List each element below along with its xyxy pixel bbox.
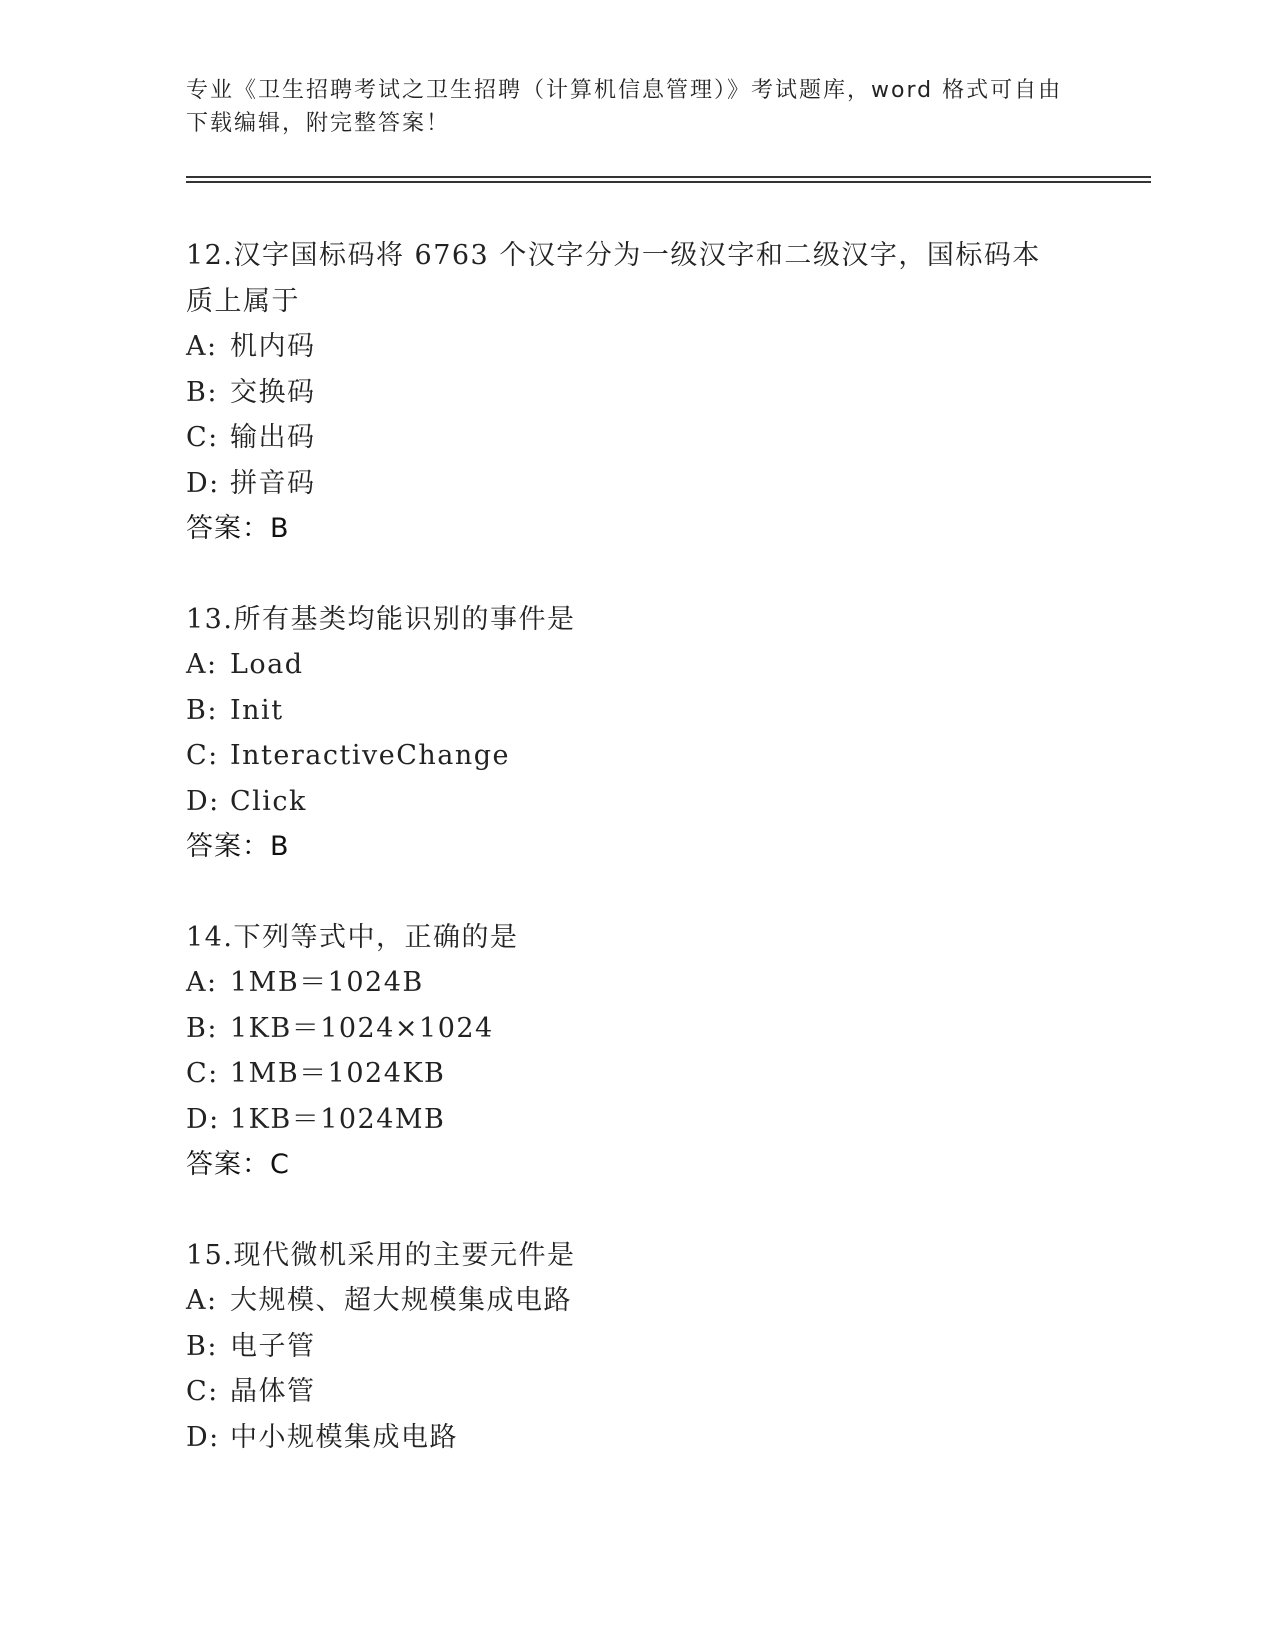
- option-c: [186, 733, 1086, 779]
- option-text: 电子管: [230, 1330, 316, 1362]
- option-letter: D:: [186, 785, 220, 817]
- option-c: [186, 415, 1086, 461]
- option-text: 输出码: [230, 422, 316, 453]
- option-text: 交换码: [230, 376, 316, 408]
- option-text: 拼音码: [230, 467, 316, 499]
- question-13: [186, 597, 1086, 870]
- option-text: 大规模、超大规模集成电路: [230, 1285, 572, 1316]
- option-letter: C:: [186, 1058, 219, 1089]
- option-b: [186, 1324, 1086, 1370]
- option-a: [186, 642, 1086, 688]
- question-stem: 15.现代微机采用的主要元件是: [186, 1239, 576, 1271]
- option-text: 中小规模集成电路: [230, 1421, 458, 1453]
- option-letter: A:: [186, 1285, 218, 1316]
- option-letter: D:: [186, 1421, 220, 1453]
- option-text: 1MB＝1024KB: [230, 1058, 446, 1089]
- option-b: [186, 370, 1086, 416]
- answer-line: 答案：B: [186, 513, 290, 544]
- option-letter: A:: [186, 649, 218, 680]
- option-text: 晶体管: [230, 1376, 316, 1407]
- answer-line: 答案：B: [186, 831, 290, 862]
- option-a: [186, 324, 1086, 370]
- option-text: InteractiveChange: [230, 740, 511, 771]
- question-15: [186, 1233, 1086, 1461]
- question-list: [186, 233, 1086, 1505]
- option-d: [186, 779, 1086, 825]
- option-letter: A:: [186, 967, 218, 998]
- option-b: [186, 1006, 1086, 1052]
- option-text: 1KB＝1024×1024: [230, 1012, 494, 1044]
- option-text: 机内码: [230, 331, 316, 362]
- option-a: [186, 1278, 1086, 1324]
- question-14: [186, 915, 1086, 1188]
- option-c: [186, 1051, 1086, 1097]
- option-b: [186, 688, 1086, 734]
- option-letter: C:: [186, 740, 219, 771]
- option-text: Load: [230, 649, 304, 680]
- option-letter: B:: [186, 1330, 218, 1362]
- header-divider: [186, 176, 1151, 183]
- question-12: [186, 233, 1086, 552]
- document-header: 专业《卫生招聘考试之卫生招聘（计算机信息管理）》考试题库，word 格式可自由下载编辑，附完整答案！: [186, 78, 1063, 136]
- question-stem: 12.汉字国标码将 6763 个汉字分为一级汉字和二级汉字，国标码本质上属于: [186, 240, 1041, 317]
- option-letter: D:: [186, 467, 220, 499]
- option-letter: D:: [186, 1103, 220, 1135]
- option-letter: B:: [186, 1012, 218, 1044]
- option-letter: A:: [186, 331, 218, 362]
- option-d: [186, 461, 1086, 507]
- option-letter: C:: [186, 1376, 219, 1407]
- option-a: [186, 960, 1086, 1006]
- option-c: [186, 1369, 1086, 1415]
- option-text: 1MB＝1024B: [230, 967, 424, 998]
- option-d: [186, 1415, 1086, 1461]
- option-text: Click: [230, 785, 307, 817]
- option-text: Init: [230, 694, 284, 726]
- option-text: 1KB＝1024MB: [230, 1103, 446, 1135]
- option-letter: B:: [186, 694, 218, 726]
- option-d: [186, 1097, 1086, 1143]
- option-letter: B:: [186, 376, 218, 408]
- question-stem: 13.所有基类均能识别的事件是: [186, 603, 576, 635]
- answer-line: 答案：C: [186, 1149, 290, 1180]
- question-stem: 14.下列等式中，正确的是: [186, 921, 519, 953]
- option-letter: C:: [186, 422, 219, 453]
